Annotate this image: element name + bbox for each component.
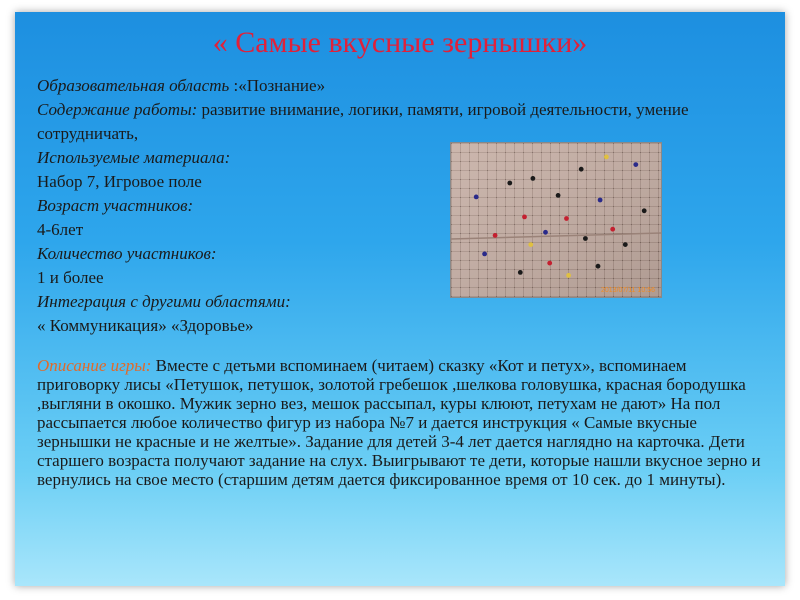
count-value: 1 и более [37,268,104,287]
grain-4 [543,230,548,235]
game-field-image [451,143,661,297]
grain-16 [493,233,498,238]
grain-12 [518,270,523,275]
slide [15,12,785,586]
grain-15 [604,155,609,160]
grain-21 [528,242,533,247]
age-value: 4-6лет [37,220,84,239]
page-title: « Самые вкусные зернышки» [212,26,588,59]
content-row [37,98,777,146]
content-value: развитие внимание, логики, памяти, игровой деятельности, умение сотрудничать, [37,100,689,143]
game-field-photo [450,142,662,298]
grain-8 [598,198,603,203]
grain-1 [507,181,512,186]
grain-14 [633,162,638,167]
game-description [37,356,772,489]
grain-7 [583,236,588,241]
integration-label: Интеграция с другими областями: [37,292,291,311]
integration-value: « Коммуникация» «Здоровье» [37,316,254,335]
grain-6 [564,216,569,221]
grain-17 [579,167,584,172]
grain-19 [482,252,487,257]
grain-20 [596,264,601,269]
age-label: Возраст участников: [37,196,194,215]
photo-timestamp: 2013/07/11 10:56 [601,287,655,294]
area-value: :«Познание» [233,76,326,95]
description-label: Описание игры: [37,356,152,375]
grain-10 [623,242,628,247]
info-block [37,74,777,338]
grain-2 [522,215,527,220]
materials-label: Используемые материала: [37,148,231,167]
count-label: Количество участников: [37,244,217,263]
grain-3 [531,176,536,181]
grain-0 [474,195,479,200]
grain-9 [610,227,615,232]
grain-13 [566,273,571,278]
materials-value: Набор 7, Игровое поле [37,172,202,191]
area-label: Образовательная область [37,76,230,95]
description-text: Вместе с детьми вспоминаем (читаем) сказку «Кот и петух», вспоминаем приговорку лисы «Петушок, петушок, золотой гребешок ,шелкова головушка, красная бородушка ,выгляни в окошко. Мужик зерно вез, мешок рассыпал, куры клюют, петухам не дают» На пол рассыпается любое количество фигур из набора №7 и дается инструкция « Самые вкусные зернышки не красные и не желтые». Задание для детей 3-4 лет дается наглядно на карточка. Дети старшего возраста получают задание на слух. Выигрывают те дети, которые нашли вкусное зерно и вернулись на свое место (старшим детям дается фиксированное время от 10 сек. до 1 минуты). [37,356,761,489]
grain-11 [547,261,552,266]
area-row [37,74,777,98]
grain-18 [642,208,647,213]
grain-5 [556,193,561,198]
content-label: Содержание работы: [37,100,198,119]
